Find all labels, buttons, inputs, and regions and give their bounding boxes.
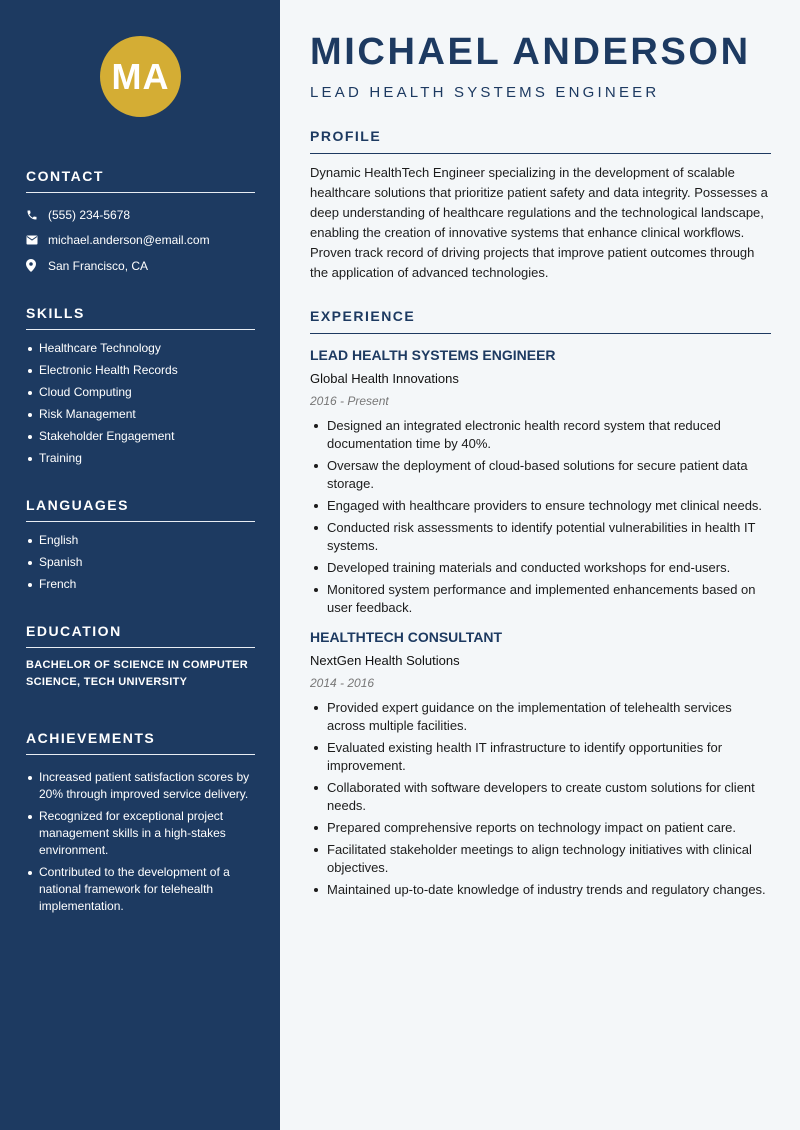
education-heading: EDUCATION: [26, 623, 255, 648]
language-item: English: [26, 532, 255, 554]
languages-section: [26, 497, 255, 598]
job-bullet: Conducted risk assessments to identify potential vulnerabilities in health IT systems.: [310, 519, 771, 555]
phone-icon: [26, 209, 48, 221]
language-item: French: [26, 576, 255, 598]
job-bullet: Oversaw the deployment of cloud-based solutions for secure patient data storage.: [310, 457, 771, 493]
job-bullets: [310, 699, 771, 899]
candidate-name: MICHAEL ANDERSON: [310, 31, 751, 73]
skills-section: [26, 305, 255, 472]
job-dates: 2014 - 2016: [310, 676, 375, 690]
job-bullet: Maintained up-to-date knowledge of industry trends and regulatory changes.: [310, 881, 771, 899]
skill-item: Cloud Computing: [26, 384, 255, 406]
contact-location: [26, 253, 255, 279]
job-dates: 2016 - Present: [310, 394, 389, 408]
profile-text: Dynamic HealthTech Engineer specializing in the development of scalable healthcare solutions that prioritize patient safety and data integrity. Possesses a deep understanding of healthcare regulations and the technological landscape, enabling the creation of innovative systems that enhance clinical workflows. Proven track record of driving projects that improve patient outcomes through the application of advanced technologies.: [310, 165, 768, 280]
job-bullet: Collaborated with software developers to create custom solutions for client needs.: [310, 779, 771, 815]
contact-phone[interactable]: [26, 202, 255, 228]
job-bullet: Evaluated existing health IT infrastructure to identify opportunities for improvement.: [310, 739, 771, 775]
job-entry: [310, 629, 771, 899]
main-content: [280, 0, 800, 1130]
skill-item: Stakeholder Engagement: [26, 428, 255, 450]
contact-list: [26, 202, 255, 279]
sidebar: [0, 0, 280, 1130]
email-icon: [26, 235, 48, 245]
contact-phone-text: (555) 234-5678: [48, 207, 131, 222]
contact-location-text: San Francisco, CA: [48, 258, 149, 273]
contact-heading: CONTACT: [26, 168, 255, 193]
job-bullet: Engaged with healthcare providers to ensure technology met clinical needs.: [310, 497, 771, 515]
skills-heading: SKILLS: [26, 305, 255, 330]
profile-section: [310, 128, 771, 283]
profile-heading: PROFILE: [310, 128, 771, 154]
skill-item: Training: [26, 450, 255, 472]
job-title: LEAD HEALTH SYSTEMS ENGINEER: [310, 347, 556, 363]
achievement-item: Recognized for exceptional project management skills in a high-stakes environment.: [26, 808, 255, 859]
contact-section: [26, 168, 255, 279]
experience-section: [310, 308, 771, 903]
skill-item: Risk Management: [26, 406, 255, 428]
job-title: HEALTHTECH CONSULTANT: [310, 629, 503, 645]
contact-email[interactable]: [26, 228, 255, 254]
job-company: NextGen Health Solutions: [310, 653, 460, 668]
job-bullet: Developed training materials and conducted workshops for end-users.: [310, 559, 771, 577]
contact-email-text: michael.anderson@email.com: [48, 233, 210, 248]
job-bullet: Designed an integrated electronic health record system that reduced documentation time by 40%.: [310, 417, 771, 453]
education-degree: BACHELOR OF SCIENCE IN COMPUTER SCIENCE, TECH UNIVERSITY: [26, 659, 248, 688]
languages-heading: LANGUAGES: [26, 497, 255, 522]
job-bullet: Monitored system performance and implemented enhancements based on user feedback.: [310, 581, 771, 617]
job-bullets: [310, 417, 771, 617]
location-pin-icon: [26, 259, 48, 272]
job-bullet: Prepared comprehensive reports on technology impact on patient care.: [310, 819, 771, 837]
skill-item: Electronic Health Records: [26, 362, 255, 384]
achievements-heading: ACHIEVEMENTS: [26, 730, 255, 755]
education-section: [26, 623, 255, 691]
languages-list: [26, 532, 255, 598]
skill-item: Healthcare Technology: [26, 340, 255, 362]
skills-list: [26, 340, 255, 472]
language-item: Spanish: [26, 554, 255, 576]
job-company: Global Health Innovations: [310, 371, 459, 386]
experience-heading: EXPERIENCE: [310, 308, 771, 334]
achievement-item: Contributed to the development of a national framework for telehealth implementation.: [26, 864, 255, 915]
achievements-list: [26, 769, 255, 915]
job-bullet: Facilitated stakeholder meetings to align technology initiatives with clinical objectives.: [310, 841, 771, 877]
achievement-item: Increased patient satisfaction scores by 20% through improved service delivery.: [26, 769, 255, 803]
achievements-section: [26, 730, 255, 920]
candidate-title: LEAD HEALTH SYSTEMS ENGINEER: [310, 84, 660, 101]
job-bullet: Provided expert guidance on the implementation of telehealth services across multiple facilities.: [310, 699, 771, 735]
avatar: MA: [100, 36, 181, 117]
job-entry: [310, 347, 771, 617]
